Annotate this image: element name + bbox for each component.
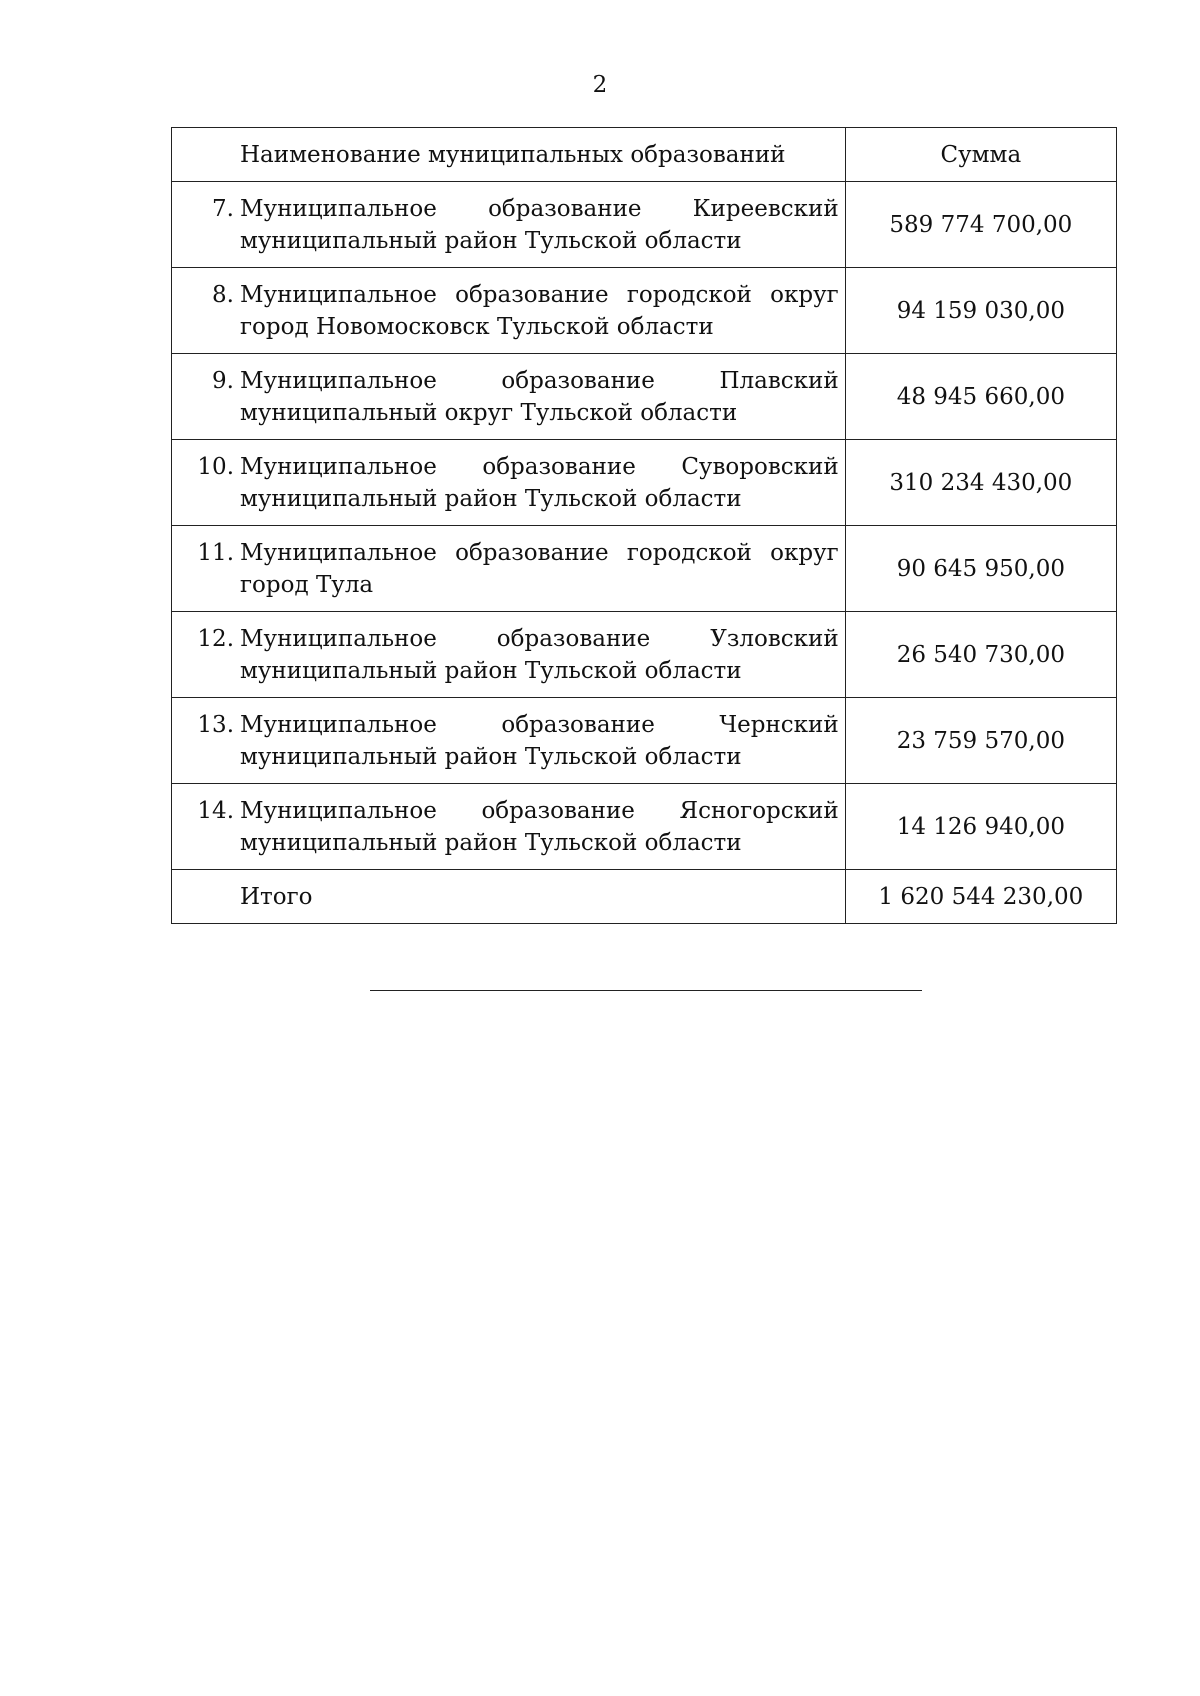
table-row <box>172 698 1117 784</box>
name-cell <box>172 182 846 268</box>
row-name-line2: муниципальный район Тульской области <box>240 657 742 684</box>
row-number: 9. <box>212 367 234 394</box>
row-name <box>240 795 839 859</box>
sum-cell: 23 759 570,00 <box>845 698 1116 784</box>
sum-cell: 310 234 430,00 <box>845 440 1116 526</box>
row-number: 14. <box>197 797 234 824</box>
row-name-line1: Муниципальное образование Узловский <box>240 625 839 652</box>
table-row <box>172 440 1117 526</box>
row-name-line2: город Тула <box>240 571 374 598</box>
sum-cell: 589 774 700,00 <box>845 182 1116 268</box>
table-row <box>172 268 1117 354</box>
sum-cell: 90 645 950,00 <box>845 526 1116 612</box>
table-row <box>172 612 1117 698</box>
row-name-line1: Муниципальное образование Киреевский <box>240 195 839 222</box>
table-row <box>172 354 1117 440</box>
row-name-line1: Муниципальное образование городской округ <box>240 539 839 566</box>
row-name <box>240 537 839 601</box>
page-number: 2 <box>592 72 608 98</box>
header-sum-cell: Сумма <box>845 128 1116 182</box>
name-cell <box>172 698 846 784</box>
row-number: 8. <box>212 281 234 308</box>
name-cell <box>172 268 846 354</box>
row-name <box>240 279 839 343</box>
municipal-sums-table <box>171 127 1117 924</box>
header-name-cell: Наименование муниципальных образований <box>172 128 846 182</box>
sum-cell: 94 159 030,00 <box>845 268 1116 354</box>
total-sum: 1 620 544 230,00 <box>845 870 1116 924</box>
row-number: 11. <box>197 539 234 566</box>
name-cell <box>172 526 846 612</box>
row-name-line2: муниципальный район Тульской области <box>240 829 742 856</box>
sum-cell: 14 126 940,00 <box>845 784 1116 870</box>
table-row <box>172 526 1117 612</box>
row-name <box>240 709 839 773</box>
table-row <box>172 784 1117 870</box>
row-number: 12. <box>197 625 234 652</box>
total-label: Итого <box>172 870 846 924</box>
sum-cell: 48 945 660,00 <box>845 354 1116 440</box>
name-cell <box>172 440 846 526</box>
row-number: 7. <box>212 195 234 222</box>
table-header-row <box>172 128 1117 182</box>
table-row <box>172 182 1117 268</box>
end-of-document-line <box>370 990 922 991</box>
name-cell <box>172 354 846 440</box>
name-cell <box>172 612 846 698</box>
total-row <box>172 870 1117 924</box>
row-name-line1: Муниципальное образование городской округ <box>240 281 839 308</box>
row-name-line2: город Новомосковск Тульской области <box>240 313 714 340</box>
row-name-line2: муниципальный район Тульской области <box>240 743 742 770</box>
row-name-line2: муниципальный округ Тульской области <box>240 399 738 426</box>
row-number: 10. <box>197 453 234 480</box>
row-name <box>240 193 839 257</box>
row-name-line1: Муниципальное образование Суворовский <box>240 453 839 480</box>
row-name <box>240 623 839 687</box>
row-number: 13. <box>197 711 234 738</box>
row-name-line2: муниципальный район Тульской области <box>240 227 742 254</box>
row-name-line1: Муниципальное образование Ясногорский <box>240 797 839 824</box>
row-name-line1: Муниципальное образование Чернский <box>240 711 839 738</box>
sum-cell: 26 540 730,00 <box>845 612 1116 698</box>
row-name-line2: муниципальный район Тульской области <box>240 485 742 512</box>
name-cell <box>172 784 846 870</box>
row-name-line1: Муниципальное образование Плавский <box>240 367 839 394</box>
row-name <box>240 451 839 515</box>
row-name <box>240 365 839 429</box>
